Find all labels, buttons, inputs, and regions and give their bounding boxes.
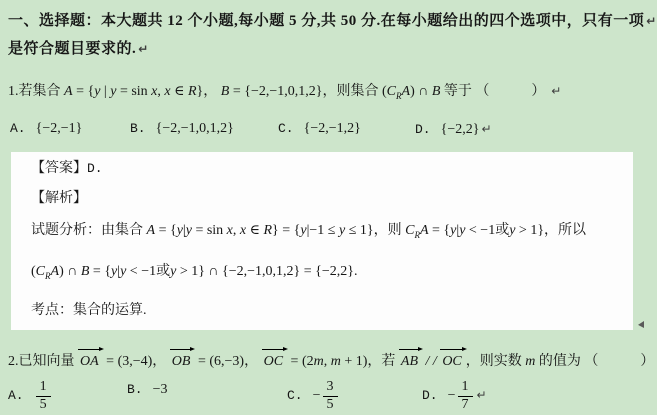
analysis-line-1: 试题分析：由集合 A = {y|y = sin x, x ∈ R} = {y|−1 ≤ y ≤ 1}，则 $C_RA = \{y|y < -1$或y > 1}，所以	[31, 223, 587, 240]
question-1-stem: 1.若集合 A = {y | y = sin x, x ∈ R}， B = {−2,−1,0,1,2}，则集合 $(C_RA)$ ∩ B 等于 （ ） ↵	[8, 84, 562, 101]
option-value: − $\frac{3}{5}$	[313, 388, 340, 403]
question-1-option-a	[10, 119, 82, 139]
option-value: {−2,2} ↵	[440, 122, 492, 137]
question-1-option-b	[130, 119, 234, 139]
section-heading-line1: 一、选择题：本大题共 12 个小题,每小题 5 分,共 50 分.在每小题给出的四个选项中，只有一项 ↵	[8, 13, 657, 29]
option-value: {−2,−1}	[35, 121, 83, 136]
question-1-option-d	[415, 119, 492, 140]
question-1-option-c	[278, 119, 361, 139]
option-value: − $\frac{1}{7}$ ↵	[447, 379, 487, 412]
keypoint-line: 考点：集合的运算.	[31, 303, 147, 318]
option-value: {−2,−1,0,1,2}	[155, 121, 234, 136]
analysis-label: 【解析】	[31, 191, 87, 206]
option-label: D.	[422, 388, 438, 404]
question-2-stem: 2.已知向量 OA = (3,−4)， OB = (6,−3)， OC = (2m, m + 1)，若 AB / / OC ，则实数 m 的值为 （ ）	[8, 347, 654, 372]
section-heading-line2: 是符合题目要求的. ↵	[8, 41, 149, 57]
option-label: B.	[130, 121, 146, 136]
question-2-option-b	[127, 380, 168, 400]
option-label: B.	[127, 382, 143, 397]
answer-line: 【答案】D.	[31, 161, 103, 176]
option-label: C.	[287, 388, 303, 404]
option-value: $\frac{1}{5}$	[34, 388, 53, 403]
option-label: D.	[415, 122, 431, 137]
option-label: A.	[10, 121, 26, 136]
option-label: C.	[278, 121, 294, 136]
analysis-line-2: $(C_RA)$ ∩ B = {y|y < −1或y > 1} ∩ {−2,−1,0,1,2} = {−2,2}.	[31, 264, 358, 281]
option-value: {−2,−1,2}	[303, 121, 361, 136]
question-2-option-d	[422, 380, 487, 412]
answer-analysis-box	[11, 152, 633, 330]
box-resize-handle-icon[interactable]	[638, 321, 644, 328]
question-2-option-c	[287, 380, 340, 412]
option-label: A.	[8, 388, 24, 404]
option-value: −3	[152, 382, 168, 397]
question-2-option-a	[8, 380, 53, 412]
